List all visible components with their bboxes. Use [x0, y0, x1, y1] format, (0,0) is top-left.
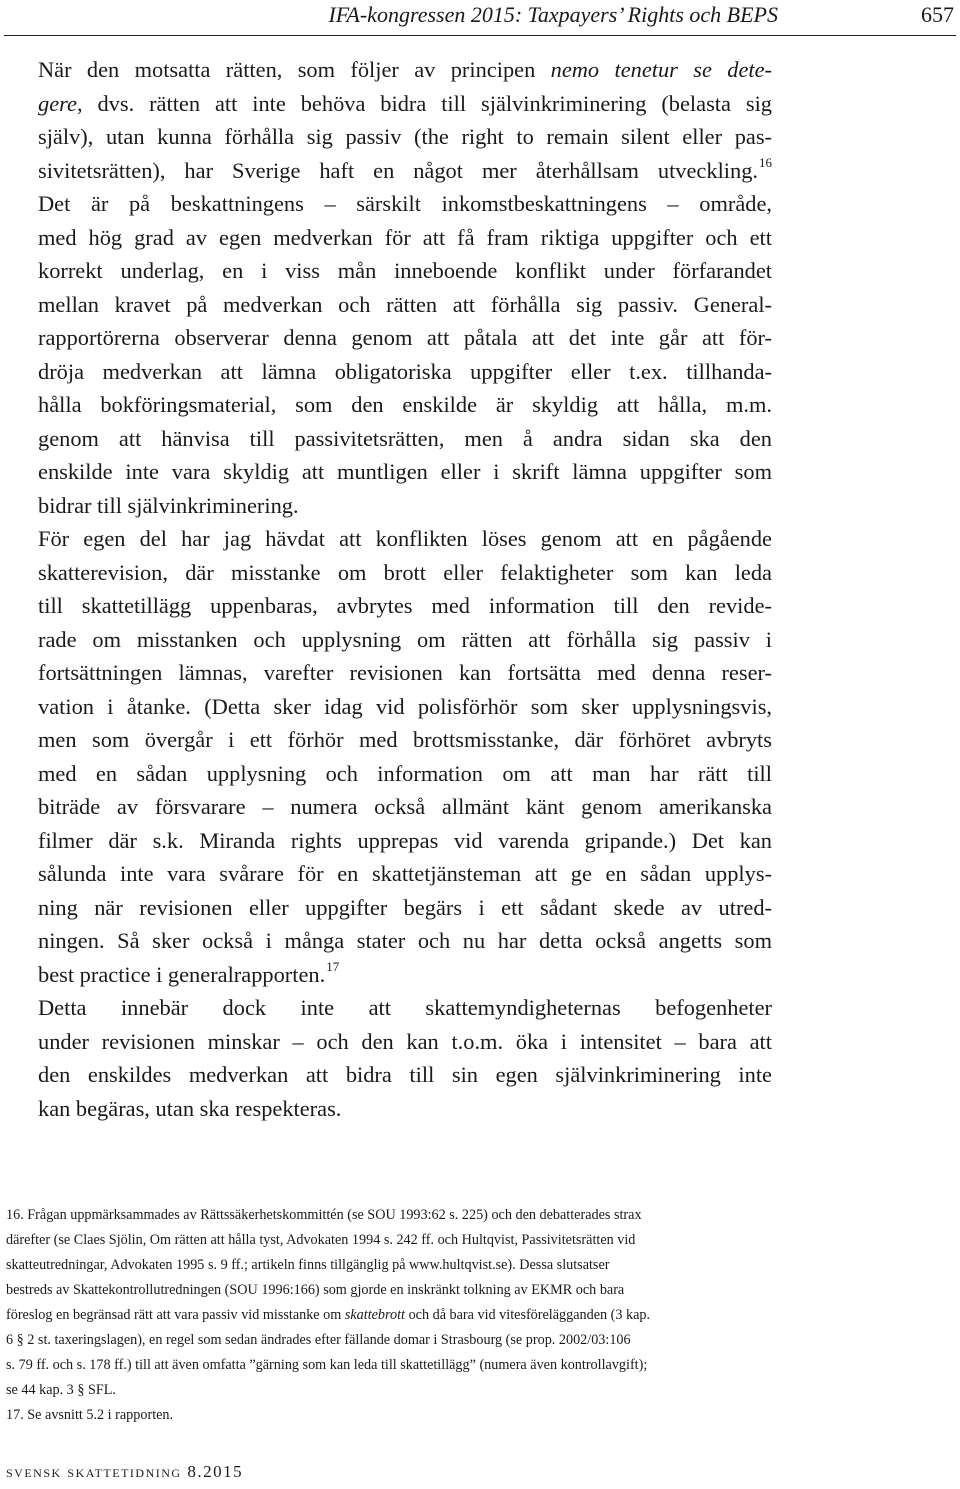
footnotes	[6, 1203, 772, 1428]
text-line: själv), utan kunna förhålla sig passiv (the right to remain silent eller pas-	[38, 124, 772, 149]
text-line: den enskildes medverkan att bidra till sin egen självinkriminering inte	[38, 1062, 772, 1087]
header-rule	[4, 35, 956, 36]
paragraph-3	[6, 991, 772, 1125]
text-line: ningen. Så sker också i många stater och nu har detta också angetts som	[38, 928, 772, 953]
footnote-17	[6, 1403, 772, 1428]
paragraph-2	[6, 522, 772, 991]
text-line: rapportörerna observerar denna genom att påtala att det inte går att för-	[38, 325, 772, 350]
text-line: fortsättningen lämnas, varefter revisionen kan fortsätta med denna reser-	[38, 660, 772, 685]
footnote-line: s. 79 ff. och s. 178 ff.) till att även omfatta ”gärning som kan leda till skattetillägg” (numera även kontrollavgift);	[6, 1357, 648, 1373]
text-line: rade om misstanken och upplysning om rätten att förhålla sig passiv i	[38, 626, 772, 652]
text-line: kan begäras, utan ska respekteras.	[38, 1095, 342, 1121]
text-line: hålla bokföringsmaterial, som den enskilde är skyldig att hålla, m.m.	[38, 392, 772, 417]
text-line: mellan kravet på medverkan och rätten att förhålla sig passiv. General-	[38, 291, 772, 317]
footnote-16	[6, 1203, 772, 1403]
footnote-line: se 44 kap. 3 § SFL.	[6, 1382, 116, 1398]
text-line: gere, dvs. rätten att inte behöva bidra till självinkriminering (belasta sig	[38, 90, 772, 116]
emphasis-term: skattebrott	[344, 1307, 406, 1323]
page-number: 657	[921, 2, 954, 27]
running-header	[0, 0, 960, 36]
text-line: vation i åtanke. (Detta sker idag vid polisförhör som sker upplysningsvis,	[38, 693, 772, 719]
text-line: Det är på beskattningens – särskilt inkomstbeskattningens – område,	[38, 191, 772, 216]
text-line: sålunda inte vara svårare för en skattetjänsteman att ge en sådan upplys-	[38, 861, 772, 886]
text-line: sivitetsrätten), har Sverige haft en något mer återhållsam utveckling.$^{16}$	[38, 154, 772, 183]
latin-phrase-cont: gere	[38, 90, 77, 116]
footnote-line: föreslog en begränsad rätt att vara passiv vid misstanke om skattebrott och då bara vid vitesförelägganden (3 kap.	[6, 1307, 651, 1323]
text-line: När den motsatta rätten, som följer av principen nemo tenetur se dete-	[38, 57, 772, 82]
text-line: ning när revisionen eller uppgifter begärs i ett sådant skede av utred-	[38, 894, 772, 920]
text-line: Detta innebär dock inte att skattemyndigheternas befogenheter	[38, 995, 772, 1020]
footnote-line: 6 § 2 st. taxeringslagen), en regel som sedan ändrades efter fällande domar i Strasbourg (se prop. 2002/03:106	[6, 1332, 631, 1348]
footnote-line: 17. Se avsnitt 5.2 i rapporten.	[6, 1407, 174, 1423]
text-line: korrekt underlag, en i viss mån inneboende konflikt under förfarandet	[38, 258, 772, 283]
footnote-ref-17[interactable]: 17	[326, 958, 340, 974]
main-text	[6, 53, 772, 1125]
text-line: med en sådan upplysning och information om att man har rätt till	[38, 760, 772, 786]
text-line: med hög grad av egen medverkan för att få fram riktiga uppgifter och ett	[38, 224, 772, 250]
footnote-line: därefter (se Claes Sjölin, Om rätten att hålla tyst, Advokaten 1994 s. 242 ff. och Hultqvist, Passivitetsrätten vid	[6, 1232, 636, 1248]
running-title: IFA-kongressen 2015: Taxpayers’ Rights och BEPS	[328, 2, 778, 27]
text-line: till skattetillägg uppenbaras, avbrytes med information till den revide-	[38, 593, 772, 618]
text-line: under revisionen minskar – och den kan t.o.m. öka i intensitet – bara att	[38, 1028, 772, 1054]
text-line: bidrar till självinkriminering.	[38, 492, 299, 518]
footnote-line: skatteutredningar, Advokaten 1995 s. 9 ff.; artikeln finns tillgänglig på www.hultqvist.se). Dessa slutsatser	[6, 1257, 610, 1273]
text-line: skatterevision, där misstanke om brott eller felaktigheter som kan leda	[38, 559, 772, 585]
footnote-line: 16. Frågan uppmärksammades av Rättssäkerhetskommittén (se SOU 1993:62 s. 225) och den debatterades strax	[6, 1207, 642, 1223]
footnote-line: bestreds av Skattekontrollutredningen (SOU 1996:166) som gjorde en inskränkt tolkning av EKMR och bara	[6, 1282, 625, 1298]
text-line: best practice i generalrapporten.$^{17}$	[38, 958, 340, 987]
text-line: men som övergår i ett förhör med brottsmisstanke, där förhöret avbryts	[38, 727, 772, 752]
journal-footer: svensk skattetidning 8.2015	[6, 1462, 244, 1481]
latin-phrase: nemo tenetur se dete-	[550, 57, 772, 82]
text-line: filmer där s.k. Miranda rights upprepas vid varenda gripande.) Det kan	[38, 827, 772, 853]
footnote-ref-16[interactable]: 16	[759, 154, 772, 170]
paragraph-1	[6, 53, 772, 522]
text-line: enskilde inte vara skyldig att muntligen eller i skrift lämna uppgifter som	[38, 459, 772, 484]
text-line: dröja medverkan att lämna obligatoriska uppgifter eller t.ex. tillhanda-	[38, 358, 772, 384]
text-line: För egen del har jag hävdat att konflikten löses genom att en pågående	[38, 526, 772, 551]
text-line: biträde av försvarare – numera också allmänt känt genom amerikanska	[38, 794, 772, 819]
text-line: genom att hänvisa till passivitetsrätten, men å andra sidan ska den	[38, 425, 772, 451]
